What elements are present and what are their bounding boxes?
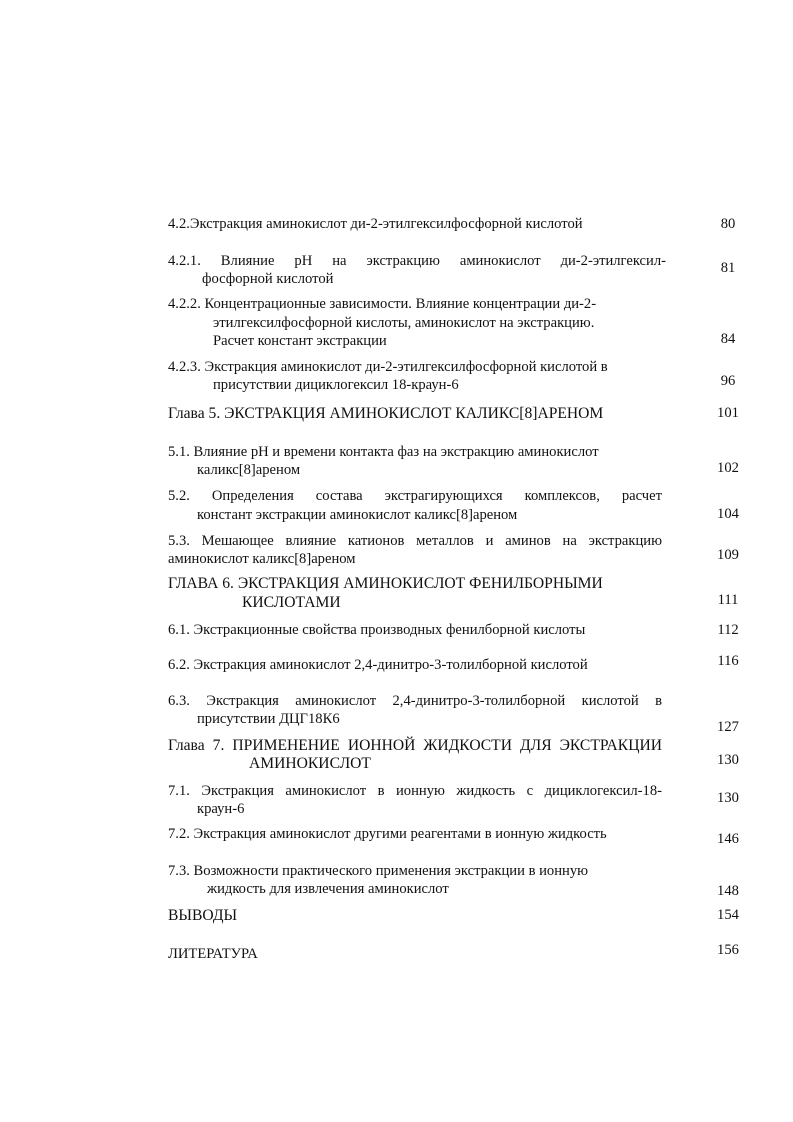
toc-entry-title-line: 4.2.1. Влияние pH на экстракцию аминокислот ди-2-этилгексил- <box>168 253 666 269</box>
toc-entry-title-line: 6.2. Экстракция аминокислот 2,4-динитро-3-толилборной кислотой <box>168 657 588 673</box>
toc-entry-title-line: этилгексилфосфорной кислоты, аминокислот на экстракцию. <box>213 315 595 331</box>
toc-entry-page-number: 101 <box>717 405 739 421</box>
toc-entry-page-number: 104 <box>717 506 739 522</box>
toc-entry-title-line: аминокислот каликс[8]ареном <box>168 551 356 567</box>
toc-entry-title-line: КИСЛОТАМИ <box>242 594 341 611</box>
toc-entry-page-number: 148 <box>717 883 739 899</box>
toc-entry-title-line: присутствии ДЦГ18К6 <box>197 711 340 727</box>
toc-entry-page-number: 84 <box>720 331 736 347</box>
toc-entry-title-line: ГЛАВА 6. ЭКСТРАКЦИЯ АМИНОКИСЛОТ ФЕНИЛБОРНЫМИ <box>168 575 603 592</box>
toc-entry-title-line: 4.2.2. Концентрационные зависимости. Влияние концентрации ди-2- <box>168 296 597 312</box>
toc-entry-title-line: ВЫВОДЫ <box>168 907 238 924</box>
toc-entry-title-line: Глава 7. ПРИМЕНЕНИЕ ИОННОЙ ЖИДКОСТИ ДЛЯ ЭКСТРАКЦИИ <box>168 737 662 754</box>
toc-entry-page-number: 111 <box>717 592 739 608</box>
toc-entry-page-number: 112 <box>717 622 739 638</box>
toc-entry-page-number: 109 <box>717 547 739 563</box>
toc-entry-page-number: 146 <box>717 831 739 847</box>
toc-entry-title-line: АМИНОКИСЛОТ <box>249 755 371 772</box>
toc-entry-title-line: каликс[8]ареном <box>197 462 301 478</box>
toc-entry-page-number: 130 <box>717 752 739 768</box>
toc-entry-title-line: 6.1. Экстракционные свойства производных фенилборной кислоты <box>168 622 586 638</box>
toc-entry-title-line: 5.2. Определения состава экстрагирующихся комплексов, расчет <box>168 488 662 504</box>
toc-entry-page-number: 81 <box>720 260 736 276</box>
toc-entry-page-number: 156 <box>717 942 739 958</box>
toc-entry-title-line: 5.1. Влияние pH и времени контакта фаз на экстракцию аминокислот <box>168 444 599 460</box>
toc-entry-title-line: 4.2.Экстракция аминокислот ди-2-этилгексилфосфорной кислотой <box>168 216 583 232</box>
toc-entry-title-line: фосфорной кислотой <box>202 271 334 287</box>
toc-entry-page-number: 130 <box>717 790 739 806</box>
toc-entry-title-line: 4.2.3. Экстракция аминокислот ди-2-этилгексилфосфорной кислотой в <box>168 359 608 375</box>
toc-entry-title-line: Расчет констант экстракции <box>213 333 387 349</box>
toc-entry-title-line: присутствии дициклогексил 18-краун-6 <box>213 377 459 393</box>
toc-entry-page-number: 80 <box>720 216 736 232</box>
toc-entry-title-line: 7.3. Возможности практического применения экстракции в ионную <box>168 863 589 879</box>
toc-entry-title-line: 7.1. Экстракция аминокислот в ионную жидкость с дициклогексил-18- <box>168 783 662 799</box>
toc-entry-title-line: краун-6 <box>197 801 245 817</box>
toc-entry-page-number: 96 <box>720 373 736 389</box>
toc-entry-page-number: 154 <box>717 907 739 923</box>
toc-entry-page-number: 127 <box>717 719 739 735</box>
toc-entry-title-line: 5.3. Мешающее влияние катионов металлов и аминов на экстракцию <box>168 533 662 549</box>
toc-entry-title-line: 7.2. Экстракция аминокислот другими реагентами в ионную жидкость <box>168 826 607 842</box>
toc-entry-title-line: 6.3. Экстракция аминокислот 2,4-динитро-3-толилборной кислотой в <box>168 693 662 709</box>
toc-entry-title-line: констант экстракции аминокислот каликс[8]ареном <box>197 507 518 523</box>
toc-entry-title-line: ЛИТЕРАТУРА <box>168 946 258 962</box>
toc-entry-page-number: 102 <box>717 460 739 476</box>
toc-entry-page-number: 116 <box>717 653 739 669</box>
toc-entry-title-line: Глава 5. ЭКСТРАКЦИЯ АМИНОКИСЛОТ КАЛИКС[8]АРЕНОМ <box>168 405 604 422</box>
toc-entry-title-line: жидкость для извлечения аминокислот <box>207 881 449 897</box>
